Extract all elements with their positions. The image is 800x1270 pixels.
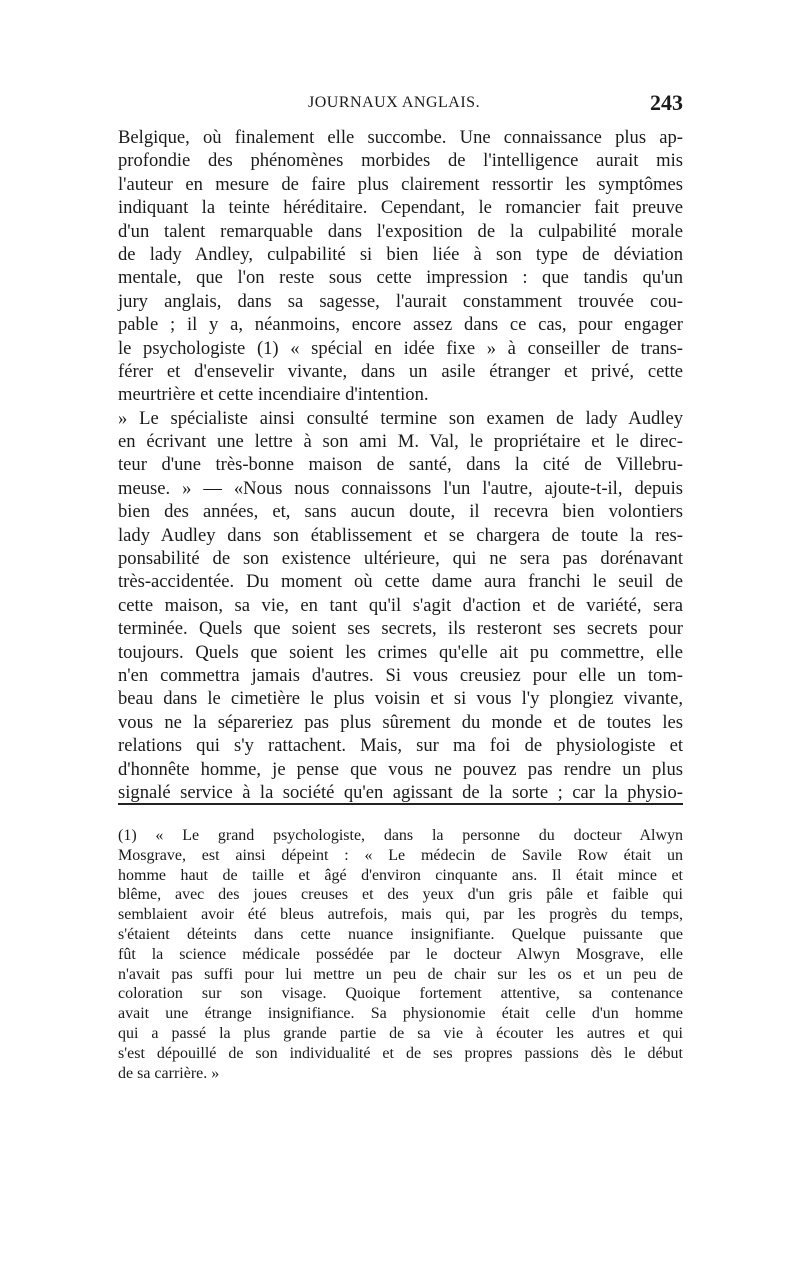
footnote-divider [118,803,683,805]
text-line: très-accidentée. Du moment où cette dame aura franchi le seuil de [118,571,683,593]
footnote-line: semblaient avoir été bleus autrefois, mais qui, par les progrès du temps, [118,906,683,924]
text-line: d'honnête homme, je pense que vous ne pouvez pas rendre un plus [118,758,683,780]
footnote-line: s'étaient déteints dans cette nuance insignifiante. Quelque puissante que [118,925,683,943]
footnote-line: fût la science médicale possédée par le docteur Alwyn Mosgrave, elle [118,945,683,963]
text-line: » Le spécialiste ainsi consulté termine son examen de lady Audley [118,407,683,429]
text-line: teur d'une très-bonne maison de santé, dans la cité de Villebru- [118,454,683,476]
footnote-line: coloration sur son visage. Quoique fortement attentive, sa contenance [118,985,683,1003]
running-title: JOURNAUX ANGLAIS. [308,94,481,111]
footnote-line: n'avait pas suffi pour lui mettre un peu de chair sur les os et un peu de [118,965,683,983]
text-line: mentale, que l'on reste sous cette impression : que tandis qu'un [118,267,683,289]
text-line: vous ne la sépareriez pas plus sûrement du monde et de toutes les [118,711,683,733]
text-line: lady Audley dans son établissement et se chargera de toute la res- [118,524,683,546]
text-line: férer et d'ensevelir vivante, dans un asile étranger et privé, cette [118,360,683,382]
footnote-line: avait une étrange insignifiance. Sa physionomie était celle d'un homme [118,1005,683,1023]
text-line: terminée. Quels que soient ses secrets, ils resteront ses secrets pour [118,618,683,640]
page-number: 243 [650,90,683,115]
footnote [118,826,683,1083]
text-line: de lady Andley, culpabilité si bien liée à son type de déviation [118,243,683,265]
text-line: toujours. Quels que soient les crimes qu'elle ait pu commettre, elle [118,641,683,663]
footnote-line: (1) « Le grand psychologiste, dans la personne du docteur Alwyn [118,827,683,844]
footnote-line: Mosgrave, est ainsi dépeint : « Le médecin de Savile Row était un [118,846,683,864]
text-line: l'auteur en mesure de faire plus clairement ressortir les symptômes [118,173,683,195]
main-text [118,126,683,804]
text-line: bien des années, et, sans aucun doute, il recevra bien volontiers [118,501,683,523]
text-line: signalé service à la société qu'en agissant de la sorte ; car la physio- [118,781,683,803]
text-line: relations qui s'y rattachent. Mais, sur ma foi de physiologiste et [118,735,683,757]
text-line: meuse. » — «Nous nous connaissons l'un l'autre, ajoute-t-il, depuis [118,477,683,499]
text-line: cette maison, sa vie, en tant qu'il s'agit d'action et de variété, sera [118,594,683,616]
text-line: ponsabilité de son existence ultérieure, qui ne sera pas dorénavant [118,548,683,570]
text-line: le psychologiste (1) « spécial en idée fixe » à conseiller de trans- [118,337,683,359]
text-line: Belgique, où finalement elle succombe. Une connaissance plus ap- [118,127,683,148]
footnote-line: s'est dépouillé de son individualité et de ses propres passions dès le début [118,1044,683,1062]
footnote-line: qui a passé la plus grande partie de sa vie à écouter les autres et qui [118,1024,683,1042]
text-line: pable ; il y a, néanmoins, encore assez dans ce cas, pour engager [118,314,683,336]
footnote-line: de sa carrière. » [118,1064,220,1082]
text-line: indiquant la teinte héréditaire. Cependant, le romancier fait preuve [118,197,683,219]
footnote-line: homme haut de taille et âgé d'environ cinquante ans. Il était mince et [118,866,683,884]
text-line: jury anglais, dans sa sagesse, l'aurait constamment trouvée cou- [118,290,683,312]
text-line: n'en commettra jamais d'autres. Si vous creusiez pour elle un tom- [118,664,683,686]
text-line: beau dans le cimetière le plus voisin et si vous l'y plongiez vivante, [118,688,683,710]
text-line: d'un talent remarquable dans l'exposition de la culpabilité morale [118,220,683,242]
page-header [118,92,683,120]
text-line: en écrivant une lettre à son ami M. Val, le propriétaire et le direc- [118,431,683,453]
text-line: profondie des phénomènes morbides de l'intelligence aurait mis [118,150,683,172]
footnote-line: blême, avec des joues creuses et des yeux d'un gris pâle et faible qui [118,886,683,904]
text-line: meurtrière et cette incendiaire d'intention. [118,384,429,406]
